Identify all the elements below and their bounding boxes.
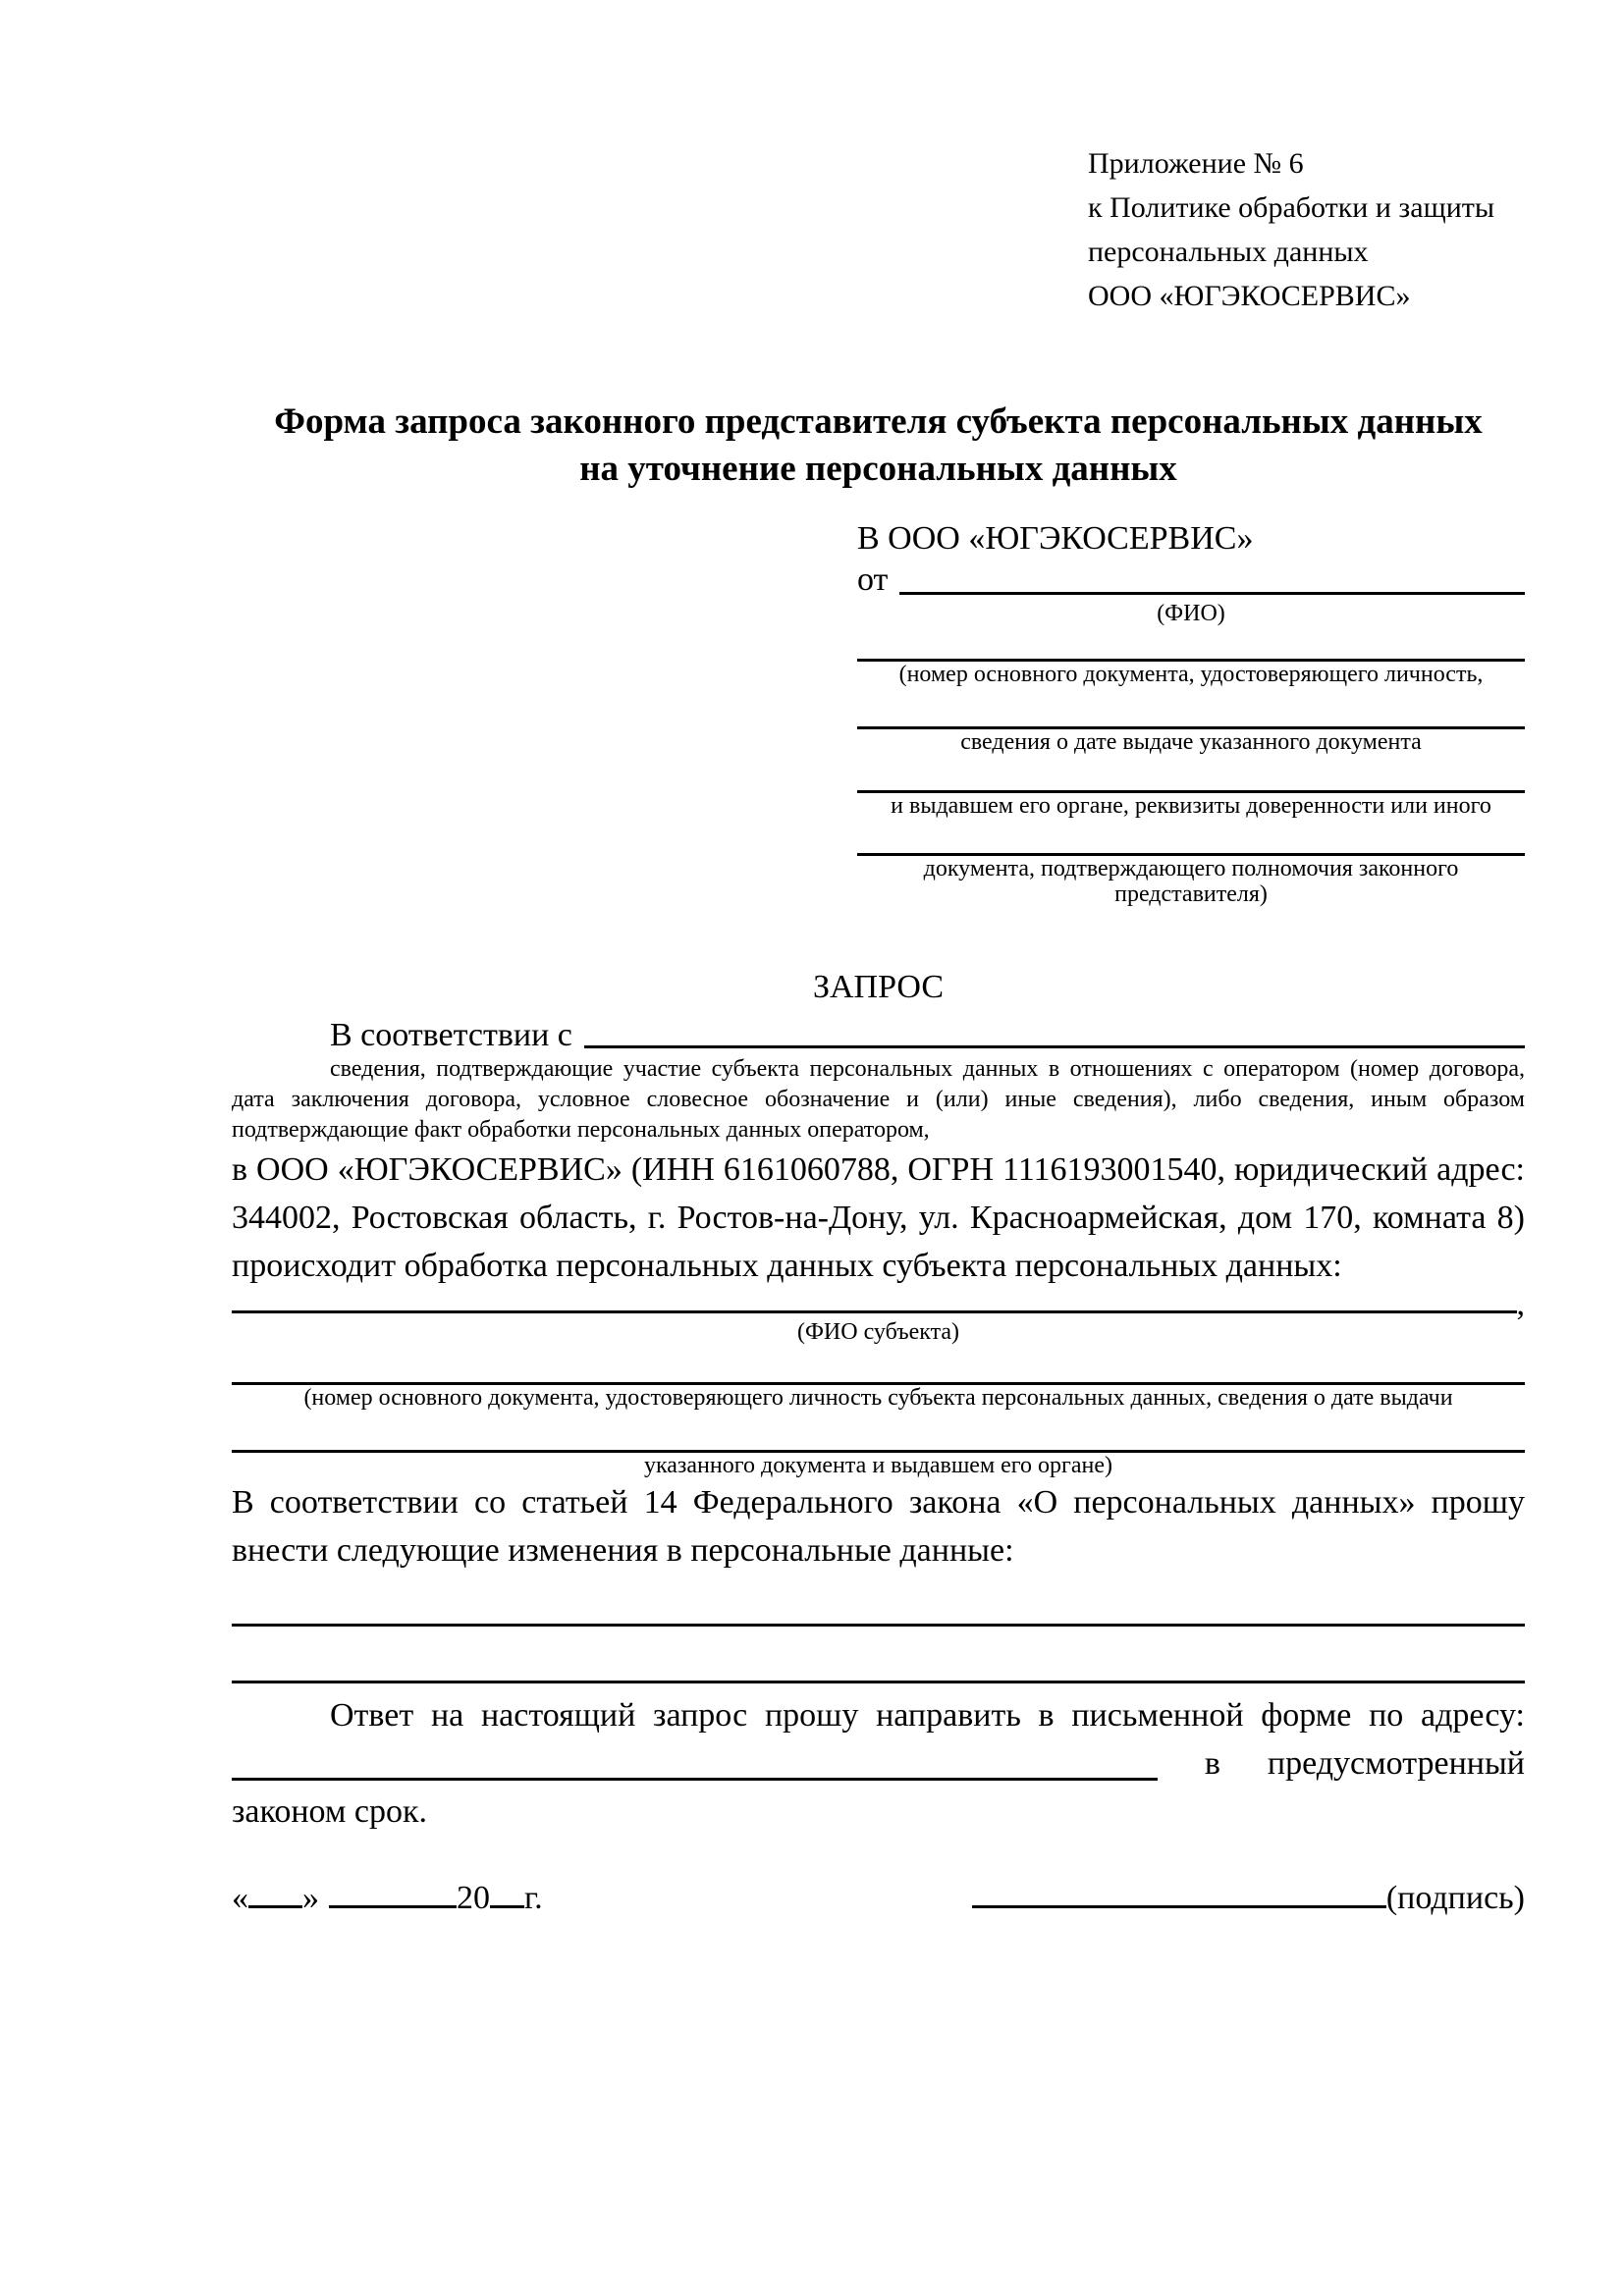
appendix-line-4: ООО «ЮГЭКОСЕРВИС» bbox=[1088, 280, 1411, 312]
subject-name-row bbox=[232, 1286, 1525, 1322]
addressee-block bbox=[857, 518, 1525, 907]
fio-blank-line bbox=[899, 592, 1525, 595]
appendix-line-1: Приложение № 6 bbox=[1088, 147, 1304, 180]
form-title-line-2: на уточнение персональных данных bbox=[579, 449, 1177, 489]
signature-field bbox=[972, 1875, 1525, 1922]
authority-caption: документа, подтверждающего полномочия законного представителя) bbox=[923, 856, 1459, 907]
addressee-organization: В ООО «ЮГЭКОСЕРВИС» bbox=[857, 520, 1254, 557]
accordance-blank-line bbox=[584, 1045, 1525, 1048]
answer-line-1: Ответ на настоящий запрос прошу направить в письменной форме по адресу: bbox=[330, 1697, 1525, 1734]
article-paragraph: В соответствии со статьей 14 Федерального закона «О персональных данных» прошу внести следующие изменения в персональные данные: bbox=[232, 1484, 1525, 1569]
appendix-line-2: к Политике обработки и защиты bbox=[1088, 191, 1495, 224]
accordance-caption: сведения, подтверждающие участие субъекта персональных данных в отношениях с оператором (номер договора, дата заключения договора, условное словесное обозначение и (или) иные сведения), либо сведения, иным образом подтверждающие факт обработки персональных данных оператором, bbox=[232, 1056, 1525, 1143]
issue-date-blank-line bbox=[857, 687, 1525, 729]
signature-caption: (подпись) bbox=[1385, 1880, 1525, 1916]
fio-subject-caption: (ФИО субъекта) bbox=[796, 1319, 960, 1345]
quote-close: » bbox=[302, 1880, 319, 1916]
subject-name-blank-line bbox=[232, 1310, 1517, 1313]
quote-open: « bbox=[232, 1880, 248, 1916]
fio-caption: (ФИО) bbox=[1157, 601, 1225, 626]
form-title-line-1: Форма запроса законного представителя субъекта персональных данных bbox=[274, 401, 1483, 442]
day-blank-line bbox=[248, 1904, 302, 1908]
month-blank-line bbox=[329, 1904, 457, 1908]
changes-blank-line-1 bbox=[232, 1575, 1525, 1627]
answer-word-predusmotrenny: предусмотренный bbox=[1267, 1745, 1525, 1782]
address-blank-line bbox=[232, 1778, 1158, 1781]
accordance-row bbox=[232, 1011, 1525, 1054]
issuer-caption: и выдавшем его органе, реквизиты доверенности или иного bbox=[891, 793, 1491, 819]
subject-doc-caption-2: указанного документа и выдавшем его органе) bbox=[643, 1453, 1113, 1478]
date-signature-row bbox=[232, 1875, 1525, 1922]
form-title bbox=[232, 399, 1525, 493]
from-label: от bbox=[857, 561, 889, 598]
appendix-block bbox=[1088, 141, 1525, 318]
date-field bbox=[232, 1875, 543, 1922]
subject-doc-blank-line-1 bbox=[232, 1345, 1525, 1385]
trailing-comma: , bbox=[1516, 1286, 1525, 1322]
answer-line-2 bbox=[232, 1739, 1525, 1788]
year-suffix: г. bbox=[524, 1880, 543, 1916]
from-row bbox=[857, 560, 1525, 601]
issue-date-caption: сведения о дате выдаче указанного документа bbox=[960, 729, 1422, 755]
accordance-label: В соответствии с bbox=[330, 1017, 572, 1053]
doc-number-caption: (номер основного документа, удостоверяющего личность, bbox=[898, 662, 1484, 687]
authority-blank-line bbox=[857, 819, 1525, 856]
answer-line-3: законом срок. bbox=[232, 1793, 427, 1830]
year-prefix: 20 bbox=[457, 1880, 490, 1916]
subject-doc-caption-1: (номер основного документа, удостоверяющего личность субъекта персональных данных, сведения о дате выдачи bbox=[303, 1385, 1453, 1411]
answer-word-v: в bbox=[1204, 1745, 1220, 1782]
signature-blank-line bbox=[972, 1904, 1386, 1908]
changes-blank-line-2 bbox=[232, 1627, 1525, 1683]
doc-number-blank-line bbox=[857, 626, 1525, 662]
appendix-line-3: персональных данных bbox=[1088, 236, 1369, 268]
operator-paragraph: в ООО «ЮГЭКОСЕРВИС» (ИНН 6161060788, ОГРН 1116193001540, юридический адрес: 344002, Ростовская область, г. Ростов-на-Дону, ул. Красноармейская, дом 170, комната 8) происходит обработка персональных данных субъекта персональных данных: bbox=[232, 1151, 1525, 1284]
subject-doc-blank-line-2 bbox=[232, 1411, 1525, 1453]
issuer-blank-line bbox=[857, 755, 1525, 793]
year-blank-line bbox=[490, 1904, 524, 1908]
request-heading: ЗАПРОС bbox=[812, 969, 945, 1005]
